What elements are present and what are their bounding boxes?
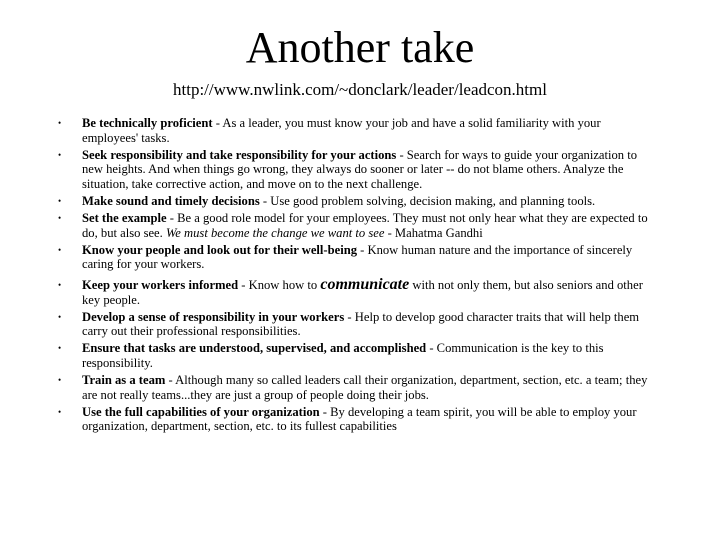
- list-item: [54, 243, 654, 272]
- bullet-icon: •: [58, 343, 62, 354]
- item-heading: Set the example: [82, 211, 167, 226]
- list-item: [54, 405, 654, 434]
- item-text: - As a leader, you must know your job and have a solid familiarity with your employees' tasks.: [82, 116, 601, 145]
- item-heading: Make sound and timely decisions: [82, 193, 260, 208]
- item-text: - Be a good role model for your employees. They must not only hear what they are expected to do, but also see.: [82, 211, 648, 240]
- source-url: http://www.nwlink.com/~donclark/leader/leadcon.html: [173, 80, 547, 99]
- bullet-icon: •: [58, 375, 62, 385]
- item-heading: Know your people and look out for their well-being: [82, 242, 357, 257]
- list-item: [54, 211, 654, 240]
- bullet-icon: •: [58, 149, 62, 160]
- item-text: - Help to develop good character traits that will help them carry out their professional responsibilities.: [82, 309, 640, 339]
- bullet-list: [54, 116, 654, 436]
- item-text: - Search for ways to guide your organization to new heights. And when things go wrong, they always do sooner or later -- do not blame others. Analyze the situation, take corrective action, and move on to the next challenge.: [82, 147, 638, 191]
- item-text: - Communication is the key to this responsibility.: [82, 341, 604, 370]
- item-quote: We must become the change we want to see: [165, 225, 385, 240]
- item-heading: Keep your workers informed: [82, 277, 239, 292]
- bullet-icon: •: [58, 279, 62, 290]
- bullet-icon: •: [58, 213, 62, 224]
- item-text: - Know human nature and the importance of sincerely caring for your workers.: [82, 242, 633, 272]
- item-heading: Ensure that tasks are understood, supervised, and accomplished: [82, 341, 427, 356]
- bullet-icon: •: [58, 195, 62, 206]
- item-heading: Develop a sense of responsibility in your workers: [82, 309, 345, 324]
- item-emphasis: communicate: [320, 275, 410, 293]
- bullet-icon: •: [58, 244, 62, 255]
- list-item: [54, 148, 654, 192]
- list-item: [54, 116, 654, 145]
- bullet-icon: •: [58, 311, 62, 322]
- item-text: - Use good problem solving, decision making, and planning tools.: [259, 193, 596, 208]
- list-item: [54, 310, 654, 339]
- list-item: [54, 373, 654, 402]
- item-heading: Use the full capabilities of your organization: [82, 404, 320, 419]
- item-text: - Although many so called leaders call their organization, department, section, etc. a team; they are not really teams...they are just a group of people doing their jobs.: [82, 373, 648, 402]
- list-item: [54, 194, 654, 209]
- list-item: [54, 275, 654, 307]
- item-heading: Train as a team: [82, 373, 166, 387]
- bullet-icon: •: [58, 118, 62, 128]
- item-text-tail: with not only them, but also seniors and other key people.: [82, 277, 643, 307]
- bullet-icon: •: [58, 406, 62, 417]
- item-heading: Seek responsibility and take responsibility for your actions: [82, 147, 397, 162]
- item-text: - Know how to: [238, 277, 321, 292]
- item-text: - By developing a team spirit, you will be able to employ your organization, department, section, etc. to its fullest capabilities: [82, 404, 637, 434]
- item-heading: Be technically proficient: [82, 116, 213, 130]
- item-text-tail: - Mahatma Gandhi: [384, 225, 483, 240]
- list-item: [54, 341, 654, 370]
- slide-title: Another take: [245, 23, 475, 72]
